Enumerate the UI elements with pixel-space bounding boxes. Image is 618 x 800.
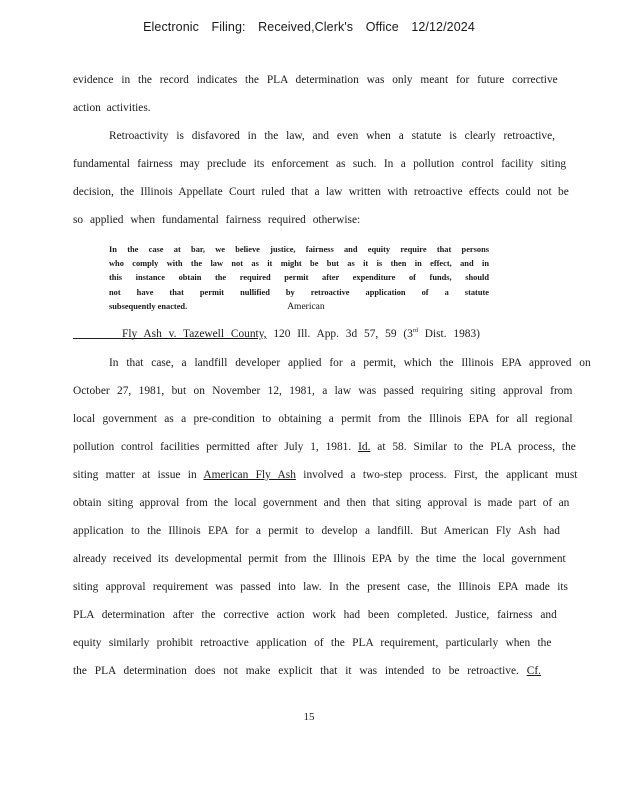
body-line: In that case, a landfill developer applied for a permit, which the Illinois EPA approved on (109, 357, 591, 369)
quote-end-text: subsequently enacted. (109, 301, 188, 311)
body-line: equity similarly prohibit retroactive application of the PLA requirement, particularly when the (73, 637, 552, 649)
id-citation: Id. (358, 441, 371, 453)
block-quote (109, 243, 489, 314)
body-line (73, 665, 553, 677)
line-text: the PLA determination does not make explicit that it was intended to be retroactive. (73, 665, 519, 677)
page-number: 15 (303, 711, 315, 723)
citation-ordinal: rd (412, 328, 418, 335)
body-line: so applied when fundamental fairness required otherwise: (73, 214, 361, 226)
quote-line: who comply with the law not as it might be but as it is then in effect, and in (109, 259, 489, 269)
body-line: already received its developmental permit from the Illinois EPA by the time the local government (73, 553, 566, 565)
body-line: application to the Illinois EPA for a permit to develop a landfill. But American Fly Ash had (73, 525, 560, 537)
quote-line: this instance obtain the required permit after expenditure of funds, should (109, 273, 489, 283)
line-text: pollution control facilities permitted after July 1, 1981. (73, 441, 352, 453)
citation-court: Dist. 1983) (424, 328, 480, 340)
citation-case-start: American (287, 301, 325, 312)
body-line: decision, the Illinois Appellate Court ruled that a law written with retroactive effects could not be (73, 186, 569, 198)
line-text: involved a two-step process. First, the applicant must (303, 469, 578, 481)
quote-line: In the case at bar, we believe justice, fairness and equity require that persons (109, 245, 489, 254)
body-line: fundamental fairness may preclude its enforcement as such. In a pollution control facility siting (73, 158, 567, 170)
citation-reporter: 120 Ill. App. 3d 57, 59 (3 (273, 328, 413, 340)
citation-line (122, 328, 480, 340)
body-line (73, 441, 576, 453)
citation-case-name: Fly Ash v. Tazewell County, (122, 328, 267, 340)
body-line: PLA determination after the corrective action work had been completed. Justice, fairness and (73, 609, 557, 621)
body-line: obtain siting approval from the local government and then that siting approval is made part of an (73, 497, 570, 509)
cf-signal: Cf. (526, 665, 541, 677)
body-line: evidence in the record indicates the PLA determination was only meant for future corrective (73, 74, 558, 86)
body-line: Retroactivity is disfavored in the law, and even when a statute is clearly retroactive, (109, 130, 556, 142)
case-name: American Fly Ash (203, 469, 296, 481)
quote-line: not have that permit nullified by retroactive application of a statute (109, 287, 489, 297)
body-line (73, 469, 577, 481)
body-line: October 27, 1981, but on November 12, 1981, a law was passed requiring siting approval from (73, 385, 573, 397)
line-text: at 58. Similar to the PLA process, the (377, 441, 576, 453)
line-text: siting matter at issue in (73, 469, 197, 481)
quote-line (109, 300, 489, 314)
body-line: action activities. (73, 102, 151, 114)
filing-header: Electronic Filing: Received,Clerk's Office 12/12/2024 (143, 20, 475, 34)
body-line: siting approval requirement was passed into law. In the present case, the Illinois EPA made its (73, 581, 568, 593)
body-line: local government as a pre-condition to obtaining a permit from the Illinois EPA for all regional (73, 413, 573, 425)
